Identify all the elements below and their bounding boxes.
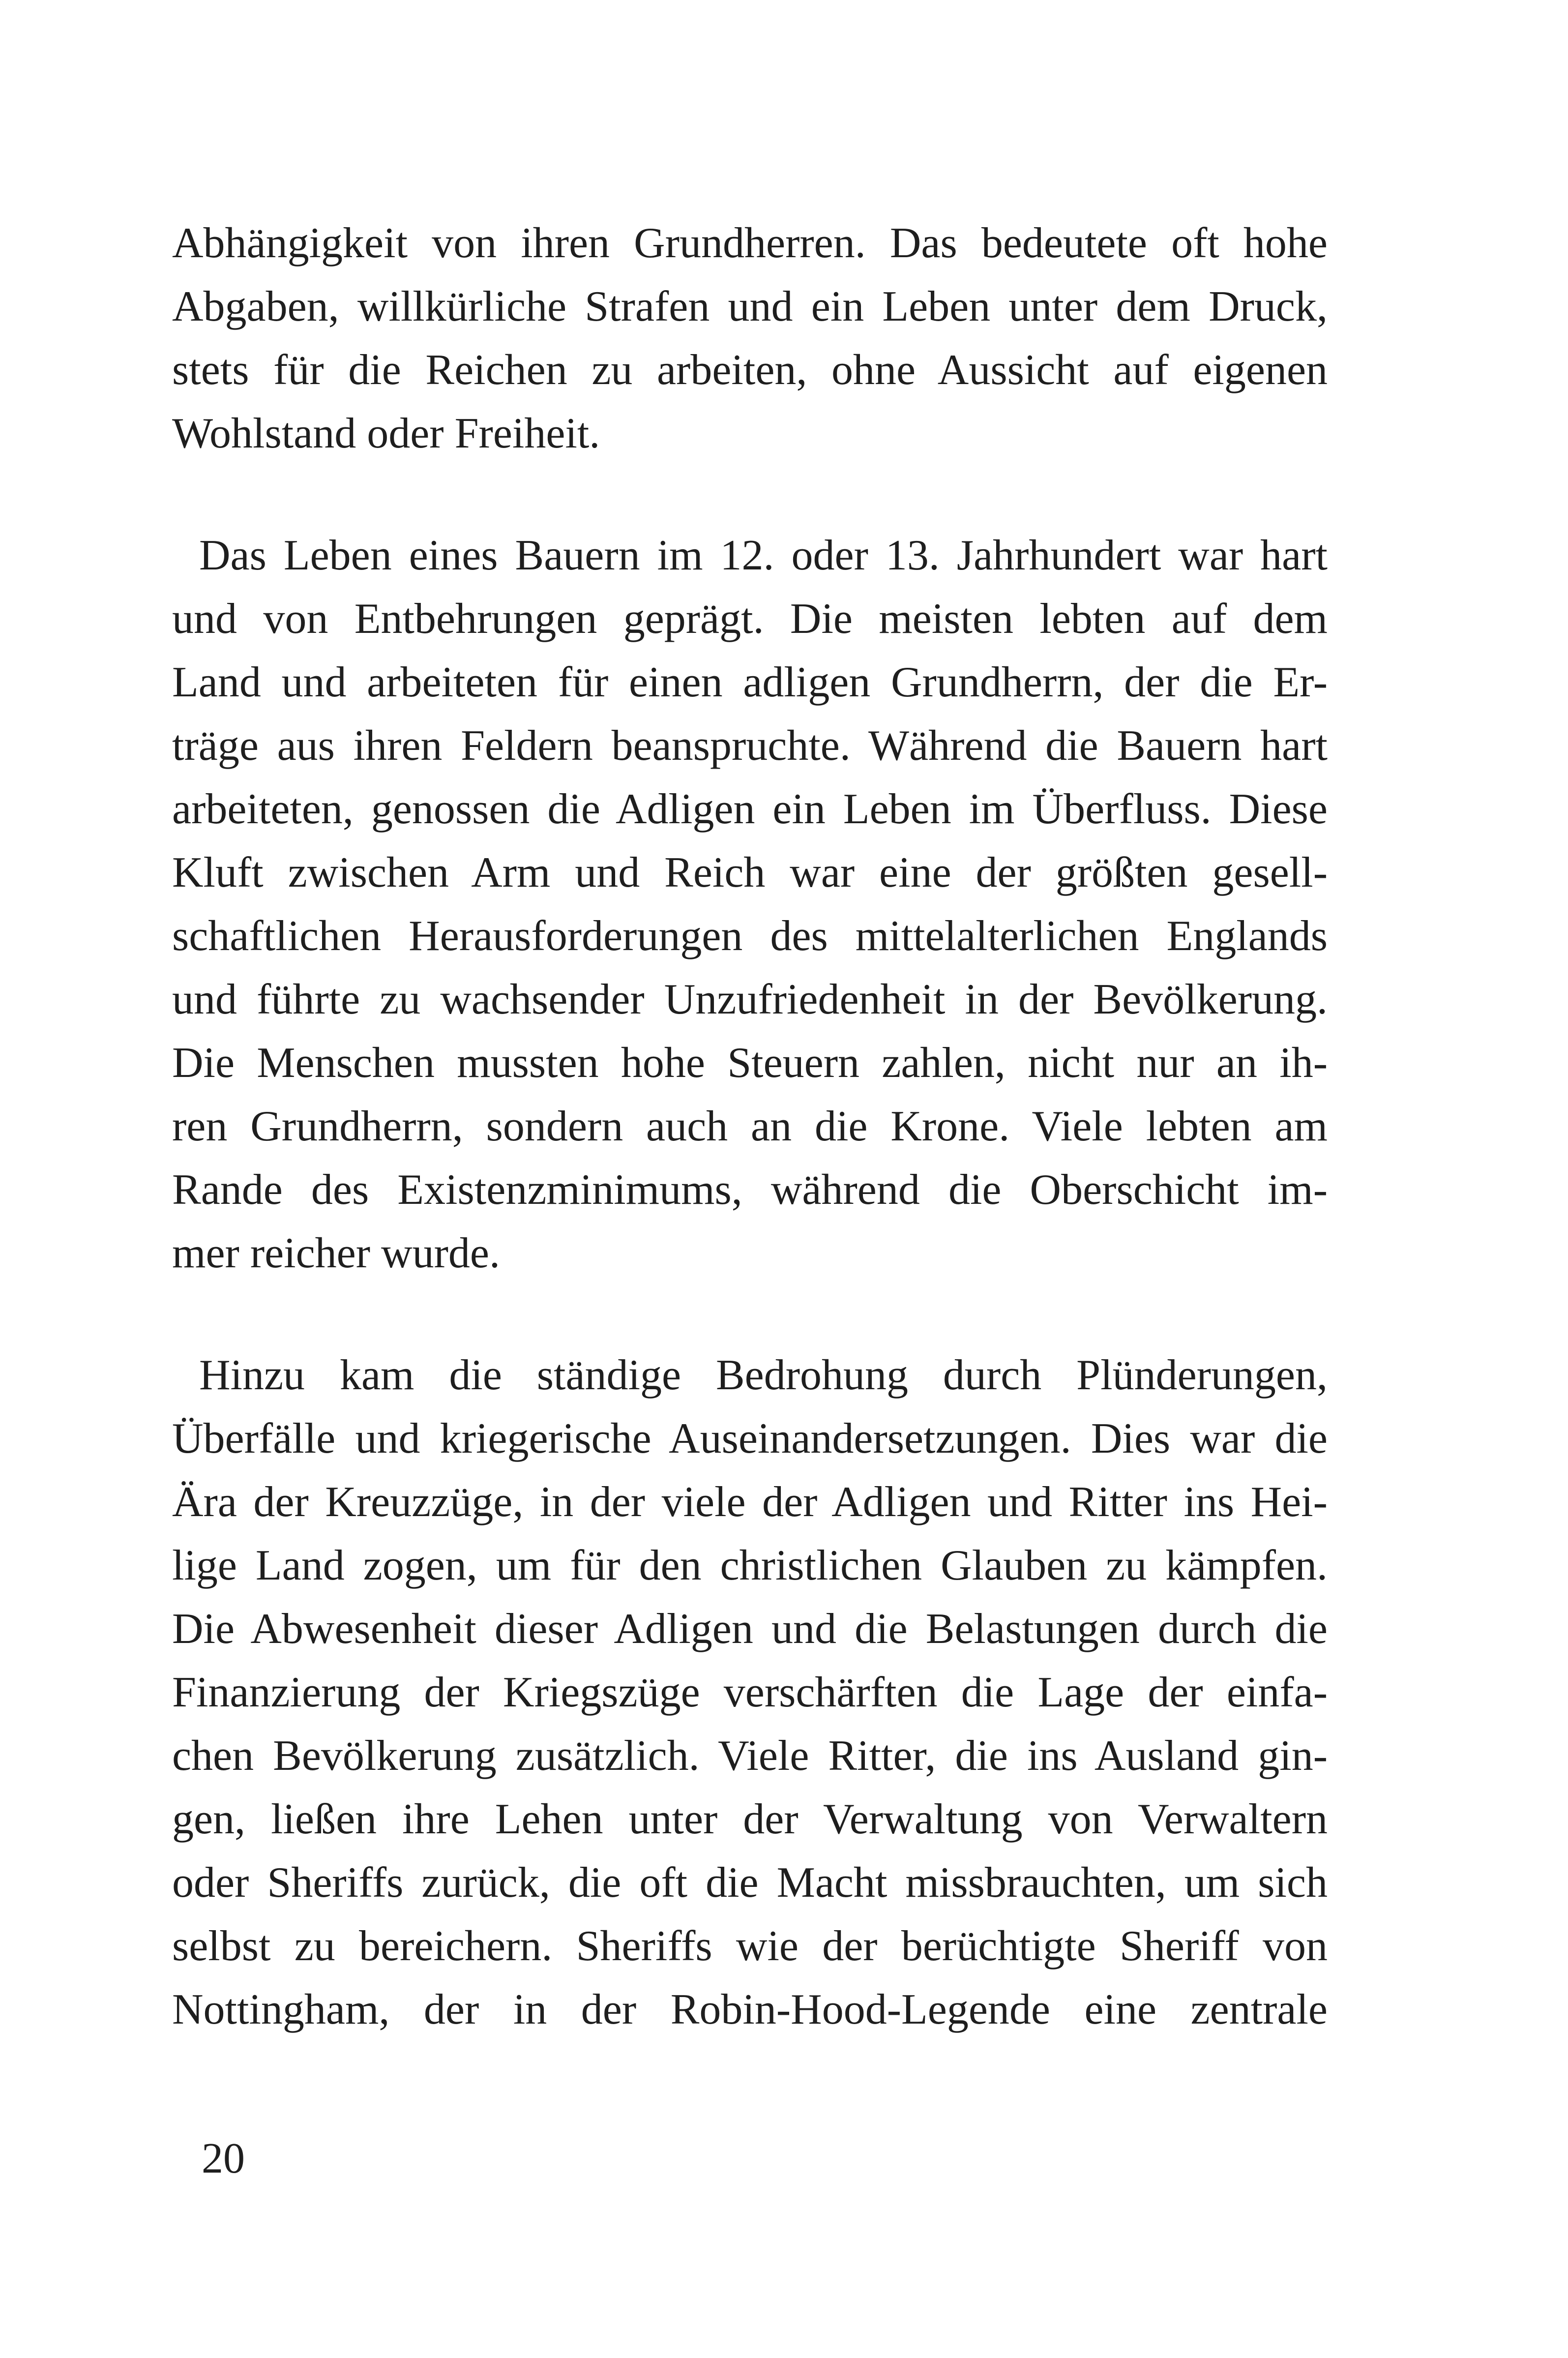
text-line: Nottingham, der in der Robin-Hood-Legende eine zentrale	[172, 1986, 1328, 2033]
text-line: Finanzierung der Kriegszüge verschärften die Lage der einfa-	[172, 1669, 1328, 1716]
text-line: Ära der Kreuzzüge, in der viele der Adligen und Ritter ins Hei-	[172, 1478, 1328, 1526]
text-line: und von Entbehrungen geprägt. Die meisten lebten auf dem	[172, 595, 1328, 643]
text-line: Kluft zwischen Arm und Reich war eine der größten gesell-	[172, 849, 1328, 896]
text-line: Die Menschen mussten hohe Steuern zahlen, nicht nur an ih-	[172, 1039, 1328, 1087]
text-line: Rande des Existenzminimums, während die Oberschicht im-	[172, 1166, 1328, 1214]
text-line: gen, ließen ihre Lehen unter der Verwaltung von Verwaltern	[172, 1795, 1328, 1843]
text-line: selbst zu bereichern. Sheriffs wie der berüchtigte Sheriff von	[172, 1922, 1328, 1970]
page-number: 20	[202, 2135, 245, 2182]
paragraph-3	[172, 1343, 1328, 2041]
text-line: Abhängigkeit von ihren Grundherren. Das bedeutete oft hohe	[172, 219, 1328, 267]
paragraph-gap	[172, 1285, 1328, 1343]
text-line: und führte zu wachsender Unzufriedenheit in der Bevölkerung.	[172, 976, 1328, 1023]
paragraph-1	[172, 211, 1328, 465]
text-line: stets für die Reichen zu arbeiten, ohne Aussicht auf eigenen	[172, 346, 1328, 394]
text-line: mer reicher wurde.	[172, 1229, 500, 1277]
text-line: chen Bevölkerung zusätzlich. Viele Ritter, die ins Ausland gin-	[172, 1732, 1328, 1780]
text-line: lige Land zogen, um für den christlichen Glauben zu kämpfen.	[172, 1542, 1328, 1589]
text-line: Abgaben, willkürliche Strafen und ein Leben unter dem Druck,	[172, 283, 1328, 330]
text-line: Land und arbeiteten für einen adligen Grundherrn, der die Er-	[172, 658, 1328, 706]
text-line: Die Abwesenheit dieser Adligen und die Belastungen durch die	[172, 1605, 1328, 1653]
text-line: Überfälle und kriegerische Auseinandersetzungen. Dies war die	[172, 1415, 1328, 1463]
text-line: oder Sheriffs zurück, die oft die Macht missbrauchten, um sich	[172, 1859, 1328, 1907]
text-line: Hinzu kam die ständige Bedrohung durch Plünderungen,	[199, 1351, 1328, 1399]
body-text	[172, 211, 1328, 2041]
text-line: ren Grundherrn, sondern auch an die Krone. Viele lebten am	[172, 1103, 1328, 1150]
text-line: arbeiteten, genossen die Adligen ein Leben im Überfluss. Diese	[172, 785, 1328, 833]
paragraph-2	[172, 524, 1328, 1285]
text-line: träge aus ihren Feldern beanspruchte. Während die Bauern hart	[172, 722, 1328, 770]
text-line: Das Leben eines Bauern im 12. oder 13. Jahrhundert war hart	[199, 532, 1328, 579]
paragraph-gap	[172, 465, 1328, 524]
text-line: schaftlichen Herausforderungen des mittelalterlichen Englands	[172, 912, 1328, 960]
text-line: Wohlstand oder Freiheit.	[172, 410, 600, 457]
